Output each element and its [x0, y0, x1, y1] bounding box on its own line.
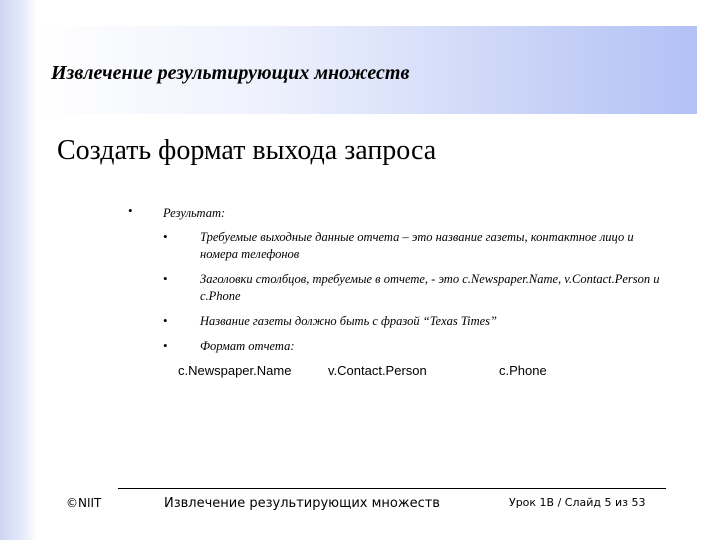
- slide-title: Создать формат выхода запроса: [57, 135, 437, 166]
- sub-item-column-headers: Заголовки столбцов, требуемые в отчете, - это c.Newspaper.Name, v.Contact.Person и c.Phone: [200, 272, 660, 303]
- sub-bullet-dot: •: [163, 338, 168, 353]
- footer-copyright: ©NIIT: [66, 496, 102, 510]
- bullet-dot: •: [128, 203, 133, 218]
- sub-item-report-format: Формат отчета:: [200, 339, 295, 353]
- sub-bullet-dot: •: [163, 229, 168, 244]
- bullet-label-result: Результат:: [163, 206, 226, 220]
- slide-header-title: Извлечение результирующих множеств: [51, 62, 410, 84]
- left-decorative-bar: [0, 0, 37, 540]
- sub-item-required-output: Требуемые выходные данные отчета – это название газеты, контактное лицо и номера телефонов: [200, 230, 634, 261]
- report-column-phone: c.Phone: [499, 363, 547, 378]
- footer-center-title: Извлечение результирующих множеств: [164, 496, 440, 511]
- sub-bullet-dot: •: [163, 271, 168, 286]
- sub-bullet-dot: •: [163, 313, 168, 328]
- footer-slide-info: Урок 1B / Слайд 5 из 53: [509, 496, 646, 509]
- footer-divider: [118, 488, 666, 489]
- report-column-newspaper: c.Newspaper.Name: [178, 363, 292, 378]
- sub-item-newspaper-filter: Название газеты должно быть с фразой “Texas Times”: [200, 314, 497, 328]
- report-column-contact: v.Contact.Person: [328, 363, 427, 378]
